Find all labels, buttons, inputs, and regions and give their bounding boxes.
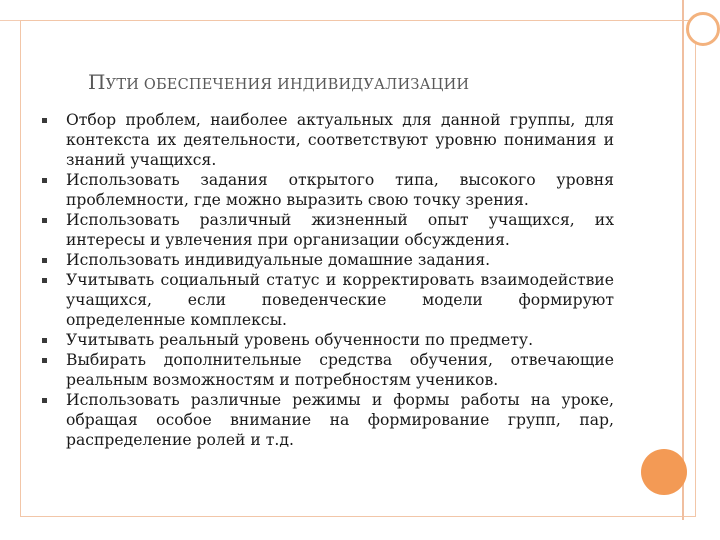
list-item-text: Использовать индивидуальные домашние задания. [66,251,491,269]
list-item-text: Отбор проблем, наиболее актуальных для данной группы, для контекста их деятельности, соответствуют уровню понимания и знаний учащихся. [66,111,614,169]
list-item [42,250,614,270]
square-bullet-icon [42,118,47,123]
list-item-text: Использовать задания открытого типа, высокого уровня проблемности, где можно выразить свою точку зрения. [66,171,614,209]
list-item-text: Выбирать дополнительные средства обучения, отвечающие реальным возможностям и потребностям учеников. [66,351,614,389]
decorative-ring-icon [686,12,720,46]
square-bullet-icon [42,258,47,263]
square-bullet-icon [42,358,47,363]
slide-title [88,70,469,94]
list-item [42,170,614,210]
list-item-text: Использовать различные режимы и формы работы на уроке, обращая особое внимание на формирование групп, пар, распределение ролей и т.д. [66,391,614,449]
list-item [42,330,614,350]
square-bullet-icon [42,178,47,183]
list-item [42,210,614,250]
list-item-text: Использовать различный жизненный опыт учащихся, их интересы и увлечения при организации обсуждения. [66,211,614,249]
list-item [42,390,614,450]
square-bullet-icon [42,278,47,283]
list-item [42,110,614,170]
bullet-list [42,110,614,450]
square-bullet-icon [42,398,47,403]
title-initial: П [88,70,106,94]
list-item [42,270,614,330]
decorative-circle-icon [641,449,687,495]
square-bullet-icon [42,218,47,223]
list-item-text: Учитывать реальный уровень обученности по предмету. [66,331,534,349]
square-bullet-icon [42,338,47,343]
list-item [42,350,614,390]
title-rest: УТИ ОБЕСПЕЧЕНИЯ ИНДИВИДУАЛИЗАЦИИ [105,77,470,93]
frame-right-line [682,0,684,520]
list-item-text: Учитывать социальный статус и корректировать взаимодействие учащихся, если поведенческие модели формируют определенные комплексы. [66,271,614,329]
